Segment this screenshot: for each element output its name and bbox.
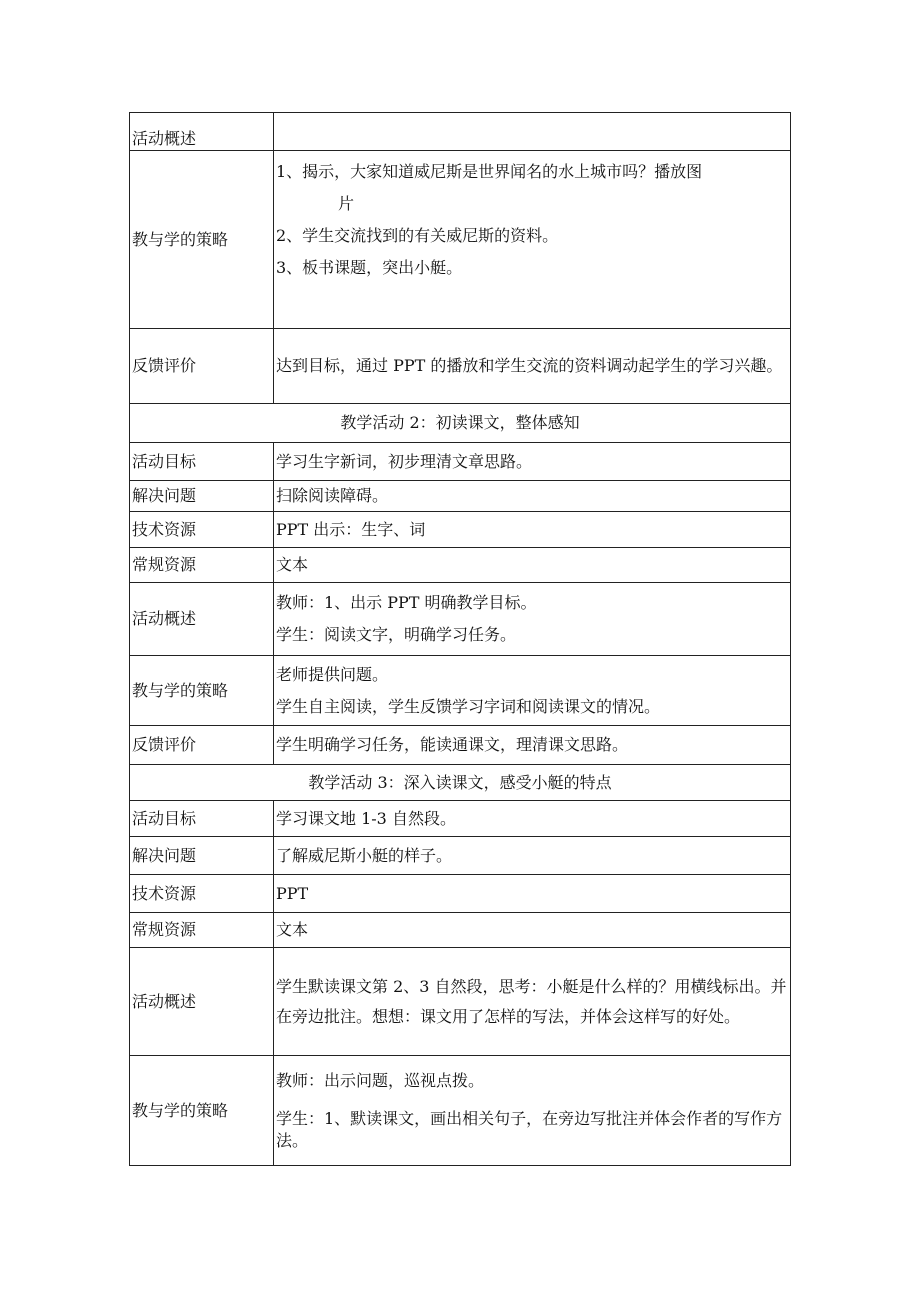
feedback-cell	[274, 329, 791, 404]
overview-cell	[274, 948, 791, 1056]
strategy-line: 1、揭示，大家知道威尼斯是世界闻名的水上城市吗？播放图	[276, 162, 703, 181]
problem-text: 了解威尼斯小艇的样子。	[274, 837, 791, 875]
tech-text: PPT 出示：生字、词	[274, 512, 791, 548]
tech-text: PPT	[274, 875, 791, 913]
lesson-plan-table	[129, 112, 791, 1166]
table-row	[130, 481, 791, 512]
feedback-label: 反馈评价	[130, 726, 274, 765]
table-row	[130, 913, 791, 948]
activity-3-header: 教学活动 3：深入读课文，感受小艇的特点	[130, 765, 791, 801]
table-row	[130, 548, 791, 583]
table-row	[130, 512, 791, 548]
table-row	[130, 1056, 791, 1166]
problem-label: 解决问题	[130, 481, 274, 512]
tech-label: 技术资源	[130, 875, 274, 913]
strategy-label: 教与学的策略	[130, 656, 274, 726]
strategy-line: 老师提供问题。	[276, 664, 389, 684]
strategy-cell	[274, 656, 791, 726]
activity-overview-cell	[274, 113, 791, 151]
goal-label: 活动目标	[130, 801, 274, 837]
strategy-line: 2、学生交流找到的有关威尼斯的资料。	[276, 226, 559, 245]
problem-text: 扫除阅读障碍。	[274, 481, 791, 512]
feedback-label: 反馈评价	[130, 329, 274, 404]
strategy-label: 教与学的策略	[130, 1056, 274, 1166]
table-row	[130, 656, 791, 726]
activity-overview-label: 活动概述	[130, 113, 274, 151]
overview-line: 学生：阅读文字，明确学习任务。	[276, 625, 517, 644]
regular-text: 文本	[274, 548, 791, 583]
table-row	[130, 765, 791, 801]
overview-text: 学生默读课文第 2、3 自然段，思考：小艇是什么样的？用横线标出。并在旁边批注。想想：课文用了怎样的写法，并体会这样写的好处。	[276, 976, 787, 1026]
overview-label: 活动概述	[130, 948, 274, 1056]
goal-label: 活动目标	[130, 443, 274, 481]
feedback-text: 学生明确学习任务，能读通课文，理清课文思路。	[274, 726, 791, 765]
strategy-line: 3、板书课题，突出小艇。	[276, 258, 463, 277]
overview-line: 教师：1、出示 PPT 明确教学目标。	[276, 593, 537, 612]
problem-label: 解决问题	[130, 837, 274, 875]
table-row	[130, 801, 791, 837]
table-row	[130, 875, 791, 913]
activity-2-header: 教学活动 2：初读课文，整体感知	[130, 404, 791, 443]
strategy-line: 学生：1、默读课文，画出相关句子，在旁边写批注并体会作者的写作方法。	[276, 1108, 783, 1150]
regular-label: 常规资源	[130, 548, 274, 583]
table-row	[130, 443, 791, 481]
strategy-cell	[274, 1056, 791, 1166]
overview-label: 活动概述	[130, 583, 274, 656]
strategy-cell	[274, 151, 791, 329]
strategy-line: 片	[338, 194, 355, 213]
regular-label: 常规资源	[130, 913, 274, 948]
table-row	[130, 726, 791, 765]
table-row	[130, 404, 791, 443]
goal-text: 学习生字新词，初步理清文章思路。	[274, 443, 791, 481]
table-row	[130, 151, 791, 329]
overview-cell	[274, 583, 791, 656]
table-row	[130, 113, 791, 151]
strategy-label: 教与学的策略	[130, 151, 274, 329]
table-row	[130, 837, 791, 875]
table-row	[130, 329, 791, 404]
tech-label: 技术资源	[130, 512, 274, 548]
regular-text: 文本	[274, 913, 791, 948]
table-row	[130, 583, 791, 656]
feedback-text: 达到目标，通过 PPT 的播放和学生交流的资料调动起学生的学习兴趣。	[276, 356, 783, 375]
table-row	[130, 948, 791, 1056]
strategy-line: 学生自主阅读，学生反馈学习字词和阅读课文的情况。	[276, 696, 661, 716]
strategy-line: 教师：出示问题，巡视点拨。	[276, 1070, 485, 1090]
goal-text: 学习课文地 1-3 自然段。	[274, 801, 791, 837]
